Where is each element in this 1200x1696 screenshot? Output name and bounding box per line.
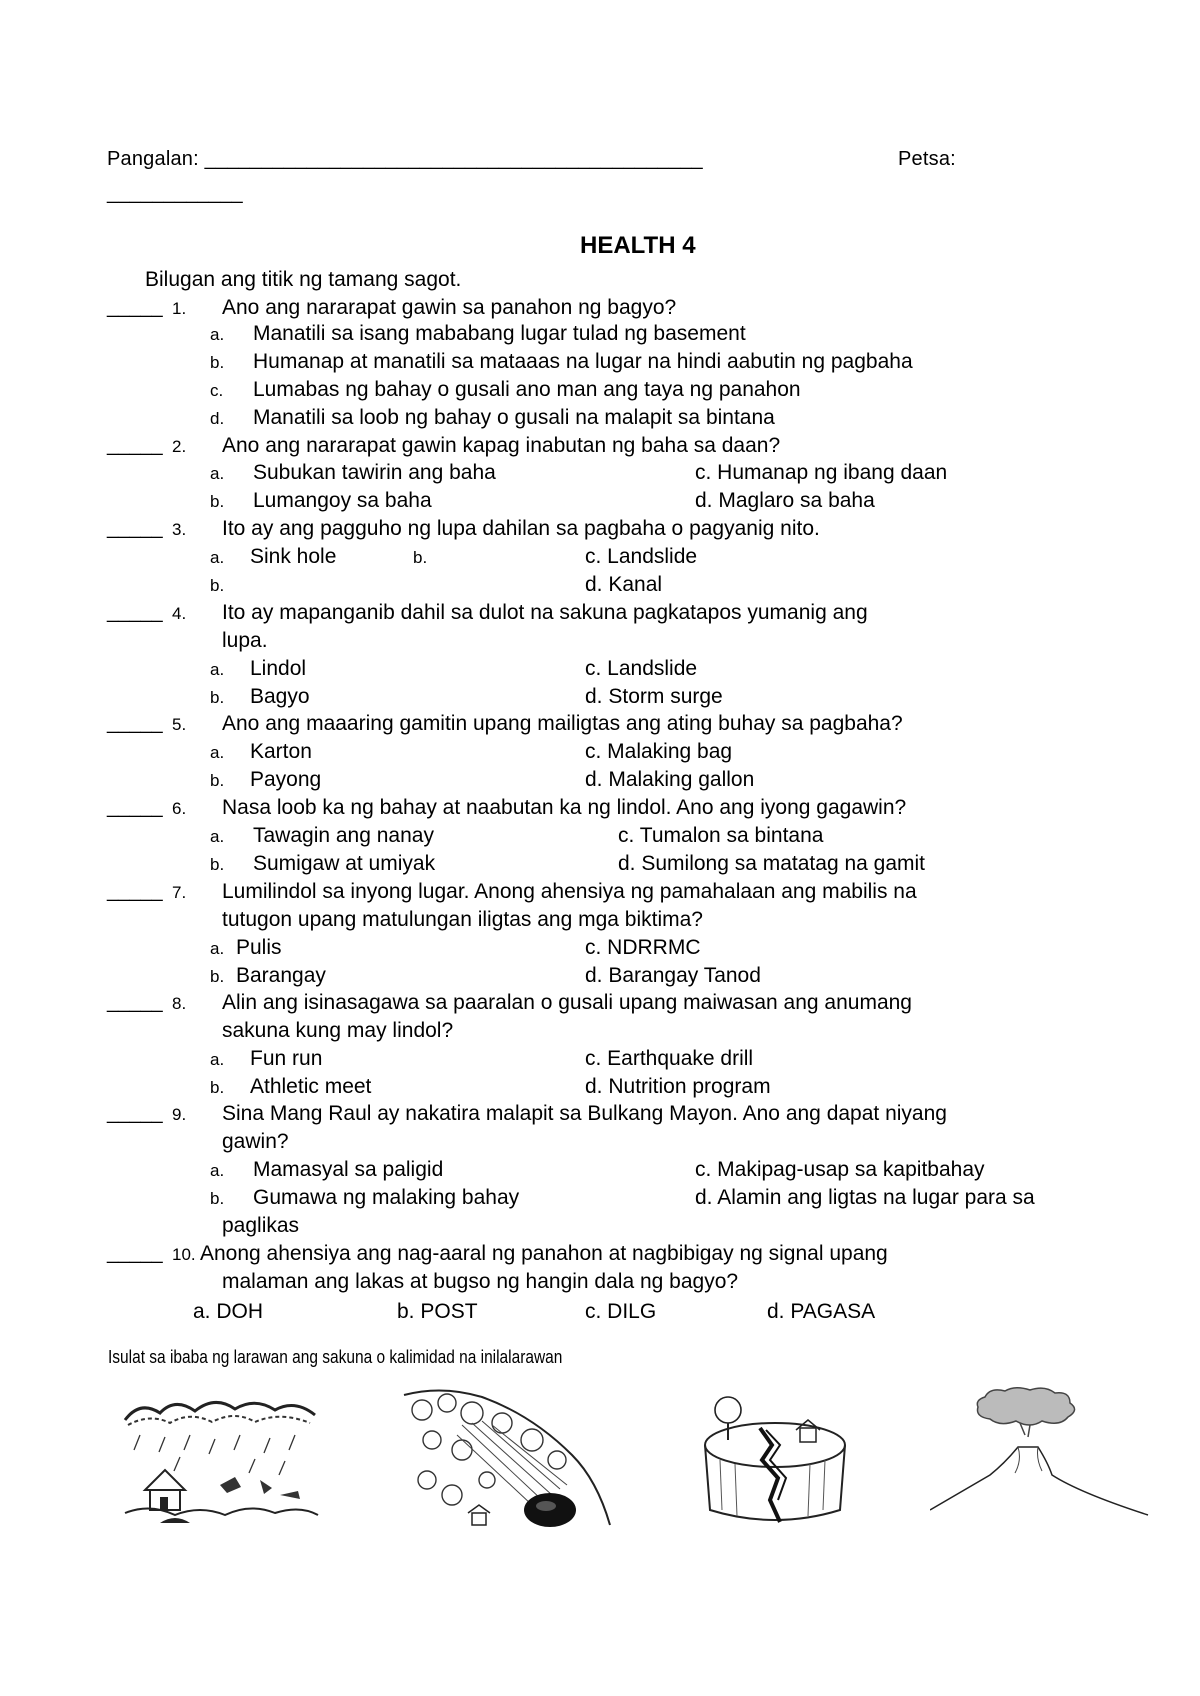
question-number: 10. <box>172 1245 196 1264</box>
option-letter: a. <box>210 325 225 344</box>
option-letter: a. <box>210 1161 225 1180</box>
option-text: paglikas <box>222 1214 300 1237</box>
option-letter: b. <box>210 967 225 986</box>
option-text: Lindol <box>250 657 307 680</box>
option-text: Gumawa ng malaking bahay <box>253 1186 520 1209</box>
question-text: gawin? <box>222 1130 289 1153</box>
option-text: c. DILG <box>585 1300 657 1323</box>
volcano-illustration <box>930 1385 1150 1520</box>
option-letter: a. <box>210 1050 225 1069</box>
answer-blank: _____ <box>107 434 163 456</box>
option-text: c. Tumalon sa bintana <box>618 824 824 847</box>
answer-blank: _____ <box>107 601 163 623</box>
date-line: ____________ <box>107 182 243 204</box>
answer-blank: _____ <box>107 991 163 1013</box>
option-text: Tawagin ang nanay <box>253 824 434 847</box>
option-text: b. POST <box>397 1300 478 1323</box>
earthquake-illustration <box>700 1390 850 1530</box>
question-text: Ano ang nararapat gawin kapag inabutan ng baha sa daan? <box>222 434 781 457</box>
option-text: Lumabas ng bahay o gusali ano man ang taya ng panahon <box>253 378 801 401</box>
option-letter: b. <box>210 1189 225 1208</box>
option-text: Fun run <box>250 1047 323 1070</box>
option-text: Mamasyal sa paligid <box>253 1158 444 1181</box>
option-text: d. Kanal <box>585 573 663 596</box>
question-number: 1. <box>172 299 187 318</box>
question-text: Nasa loob ka ng bahay at naabutan ka ng lindol. Ano ang iyong gagawin? <box>222 796 907 819</box>
question-text: Alin ang isinasagawa sa paaralan o gusali upang maiwasan ang anumang <box>222 991 912 1014</box>
option-text: c. Humanap ng ibang daan <box>695 461 948 484</box>
question-number: 2. <box>172 437 187 456</box>
page-title: HEALTH 4 <box>580 232 696 259</box>
option-text: c. Landslide <box>585 657 698 680</box>
option-letter: b. <box>413 548 428 567</box>
option-letter: b. <box>210 492 225 511</box>
option-letter: a. <box>210 660 225 679</box>
option-letter: b. <box>210 353 225 372</box>
option-letter: c. <box>210 381 224 400</box>
option-text: Manatili sa isang mababang lugar tulad ng basement <box>253 322 746 345</box>
option-text: d. Sumilong sa matatag na gamit <box>618 852 926 875</box>
question-text: lupa. <box>222 629 268 652</box>
option-letter: b. <box>210 688 225 707</box>
option-text: c. Earthquake drill <box>585 1047 754 1070</box>
option-text: Lumangoy sa baha <box>253 489 432 512</box>
answer-blank: _____ <box>107 296 163 318</box>
option-text: d. Storm surge <box>585 685 723 708</box>
option-text: d. Malaking gallon <box>585 768 755 791</box>
option-letter: b. <box>210 771 225 790</box>
option-text: c. Malaking bag <box>585 740 733 763</box>
picture-instruction: Isulat sa ibaba ng larawan ang sakuna o kalimidad na inilalarawan <box>108 1347 563 1367</box>
option-text: d. Nutrition program <box>585 1075 771 1098</box>
option-text: d. Maglaro sa baha <box>695 489 875 512</box>
option-letter: b. <box>210 855 225 874</box>
question-number: 6. <box>172 799 187 818</box>
option-text: Humanap at manatili sa mataaas na lugar na hindi aabutin ng pagbaha <box>253 350 913 373</box>
question-number: 4. <box>172 604 187 623</box>
option-text: Manatili sa loob ng bahay o gusali na malapit sa bintana <box>253 406 775 429</box>
option-text: c. Makipag-usap sa kapitbahay <box>695 1158 985 1181</box>
question-text: Ito ay ang pagguho ng lupa dahilan sa pagbaha o pagyanig nito. <box>222 517 820 540</box>
option-text: c. NDRRMC <box>585 936 701 959</box>
question-text: Lumilindol sa inyong lugar. Anong ahensiya ng pamahalaan ang mabilis na <box>222 880 917 903</box>
option-text: Karton <box>250 740 312 763</box>
option-letter: a. <box>210 548 225 567</box>
question-text: malaman ang lakas at bugso ng hangin dala ng bagyo? <box>222 1270 739 1293</box>
option-letter: a. <box>210 743 225 762</box>
answer-blank: _____ <box>107 517 163 539</box>
option-letter: b. <box>210 1078 225 1097</box>
option-text: c. Landslide <box>585 545 698 568</box>
question-number: 7. <box>172 883 187 902</box>
option-text: Barangay <box>236 964 326 987</box>
option-text: d. Alamin ang ligtas na lugar para sa <box>695 1186 1035 1209</box>
answer-blank: _____ <box>107 796 163 818</box>
question-text: Sina Mang Raul ay nakatira malapit sa Bulkang Mayon. Ano ang dapat niyang <box>222 1102 947 1125</box>
option-text: d. PAGASA <box>767 1300 876 1323</box>
option-text: Subukan tawirin ang baha <box>253 461 496 484</box>
option-text: Payong <box>250 768 322 791</box>
option-text: Athletic meet <box>250 1075 372 1098</box>
answer-blank: _____ <box>107 1102 163 1124</box>
answer-blank: _____ <box>107 880 163 902</box>
option-text: d. Barangay Tanod <box>585 964 761 987</box>
question-number: 3. <box>172 520 187 539</box>
storm-flood-illustration <box>120 1395 320 1525</box>
option-letter: d. <box>210 409 225 428</box>
question-number: 9. <box>172 1105 187 1124</box>
option-text: Bagyo <box>250 685 310 708</box>
option-letter: a. <box>210 464 225 483</box>
question-text: tutugon upang matulungan iligtas ang mga biktima? <box>222 908 703 931</box>
option-text: Sink hole <box>250 545 337 568</box>
answer-blank: _____ <box>107 712 163 734</box>
question-text: Ito ay mapanganib dahil sa dulot na sakuna pagkatapos yumanig ang <box>222 601 868 624</box>
option-text: Pulis <box>236 936 282 959</box>
name-label: Pangalan: ____________________________________________ <box>107 148 703 170</box>
option-letter: a. <box>210 827 225 846</box>
date-label: Petsa: <box>898 148 956 170</box>
question-text: Ano ang maaaring gamitin upang mailigtas ang ating buhay sa pagbaha? <box>222 712 903 735</box>
option-text: Sumigaw at umiyak <box>253 852 436 875</box>
question-text: Ano ang nararapat gawin sa panahon ng bagyo? <box>222 296 677 319</box>
answer-blank: _____ <box>107 1242 163 1264</box>
landslide-illustration <box>402 1385 612 1535</box>
instruction: Bilugan ang titik ng tamang sagot. <box>145 268 462 291</box>
question-number: 5. <box>172 715 187 734</box>
option-letter: a. <box>210 939 225 958</box>
option-letter: b. <box>210 576 225 595</box>
question-text: sakuna kung may lindol? <box>222 1019 454 1042</box>
option-text: a. DOH <box>193 1300 264 1323</box>
question-number: 8. <box>172 994 187 1013</box>
question-text: Anong ahensiya ang nag-aaral ng panahon at nagbibigay ng signal upang <box>200 1242 888 1265</box>
